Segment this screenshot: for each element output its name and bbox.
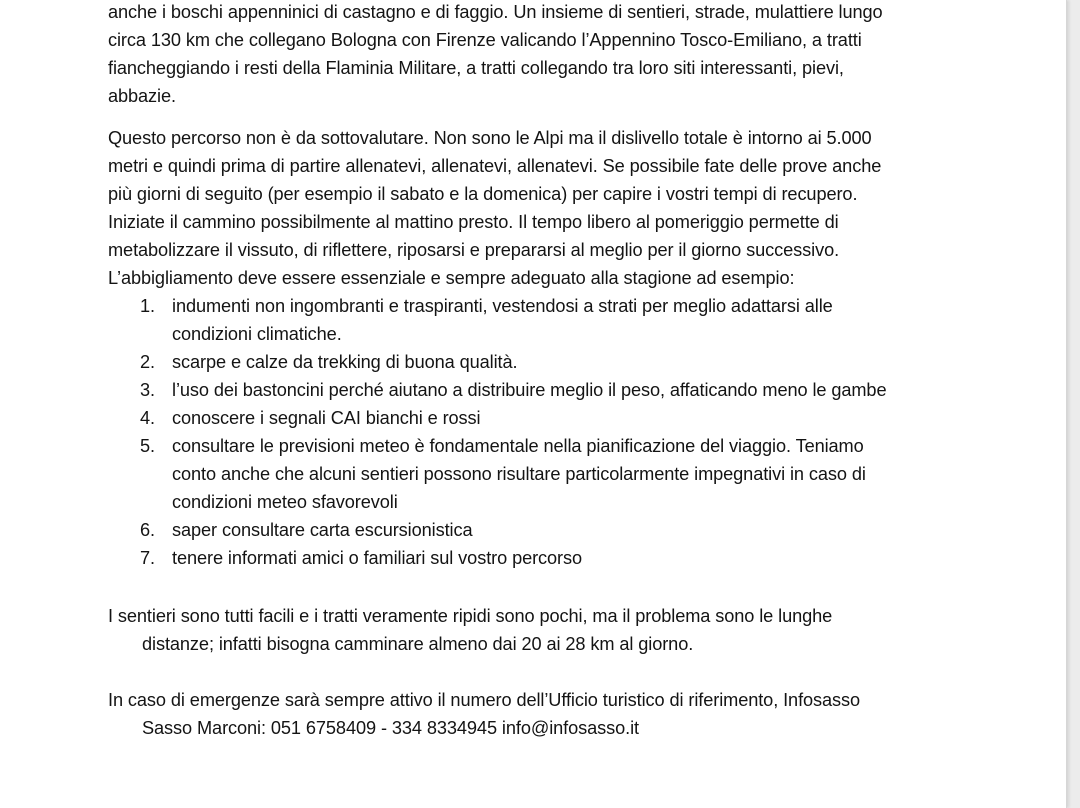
list-item-number: 6. [140, 520, 155, 540]
list-item [108, 348, 886, 376]
text-line: indumenti non ingombranti e traspiranti, vestendosi a strati per meglio adattarsi alle [172, 296, 833, 316]
list-item-number: 5. [140, 436, 155, 456]
text-line: condizioni meteo sfavorevoli [172, 492, 398, 512]
text-line: distanze; infatti bisogna camminare almeno dai 20 ai 28 km al giorno. [142, 634, 694, 654]
list-item [108, 544, 886, 572]
text-line: consultare le previsioni meteo è fondamentale nella pianificazione del viaggio. Teniamo [172, 436, 864, 456]
text-line: fiancheggiando i resti della Flaminia Militare, a tratti collegando tra loro siti interessanti, pievi, [108, 58, 844, 78]
list-item [108, 432, 886, 516]
text-line: più giorni di seguito (per esempio il sabato e la domenica) per capire i vostri tempi di recupero. [108, 184, 858, 204]
text-line: Iniziate il cammino possibilmente al mattino presto. Il tempo libero al pomeriggio permette di [108, 212, 839, 232]
text-line: L’abbigliamento deve essere essenziale e sempre adeguato alla stagione ad esempio: [108, 268, 795, 288]
list-item-number: 4. [140, 408, 155, 428]
text-line: circa 130 km che collegano Bologna con Firenze valicando l’Appennino Tosco-Emiliano, a tratti [108, 30, 862, 50]
paragraph-preparation [108, 124, 881, 292]
paragraph-route-description [108, 0, 883, 110]
list-item-number: 7. [140, 548, 155, 568]
list-item-number: 1. [140, 296, 155, 316]
text-line: conto anche che alcuni sentieri possono risultare particolarmente impegnativi in caso di [172, 464, 866, 484]
text-line: saper consultare carta escursionistica [172, 520, 473, 540]
list-item-number: 3. [140, 380, 155, 400]
paragraph-trail-difficulty [108, 602, 832, 658]
list-item [108, 404, 886, 432]
list-item [108, 376, 886, 404]
text-line: In caso di emergenze sarà sempre attivo il numero dell’Ufficio turistico di riferimento, Infosasso [108, 690, 861, 710]
text-line: l’uso dei bastoncini perché aiutano a distribuire meglio il peso, affaticando meno le gambe [172, 380, 887, 400]
list-item [108, 516, 886, 544]
text-line: anche i boschi appenninici di castagno e di faggio. Un insieme di sentieri, strade, mulattiere lungo [108, 2, 883, 22]
text-line: tenere informati amici o familiari sul vostro percorso [172, 548, 583, 568]
text-line: metabolizzare il vissuto, di riflettere, riposarsi e prepararsi al meglio per il giorno successivo. [108, 240, 840, 260]
paragraph-emergency-contacts [108, 686, 860, 742]
text-line: scarpe e calze da trekking di buona qualità. [172, 352, 518, 372]
equipment-list [108, 292, 886, 572]
list-item [108, 292, 886, 348]
text-line: metri e quindi prima di partire allenatevi, allenatevi, allenatevi. Se possibile fate delle prove anche [108, 156, 882, 176]
text-line: conoscere i segnali CAI bianchi e rossi [172, 408, 481, 428]
text-line: condizioni climatiche. [172, 324, 342, 344]
text-line: Sasso Marconi: 051 6758409 - 334 8334945 info@infosasso.it [142, 718, 639, 738]
text-line: Questo percorso non è da sottovalutare. Non sono le Alpi ma il dislivello totale è intorno ai 5.000 [108, 128, 872, 148]
list-item-number: 2. [140, 352, 155, 372]
text-line: abbazie. [108, 86, 176, 106]
text-line: I sentieri sono tutti facili e i tratti veramente ripidi sono pochi, ma il problema sono le lunghe [108, 606, 833, 626]
